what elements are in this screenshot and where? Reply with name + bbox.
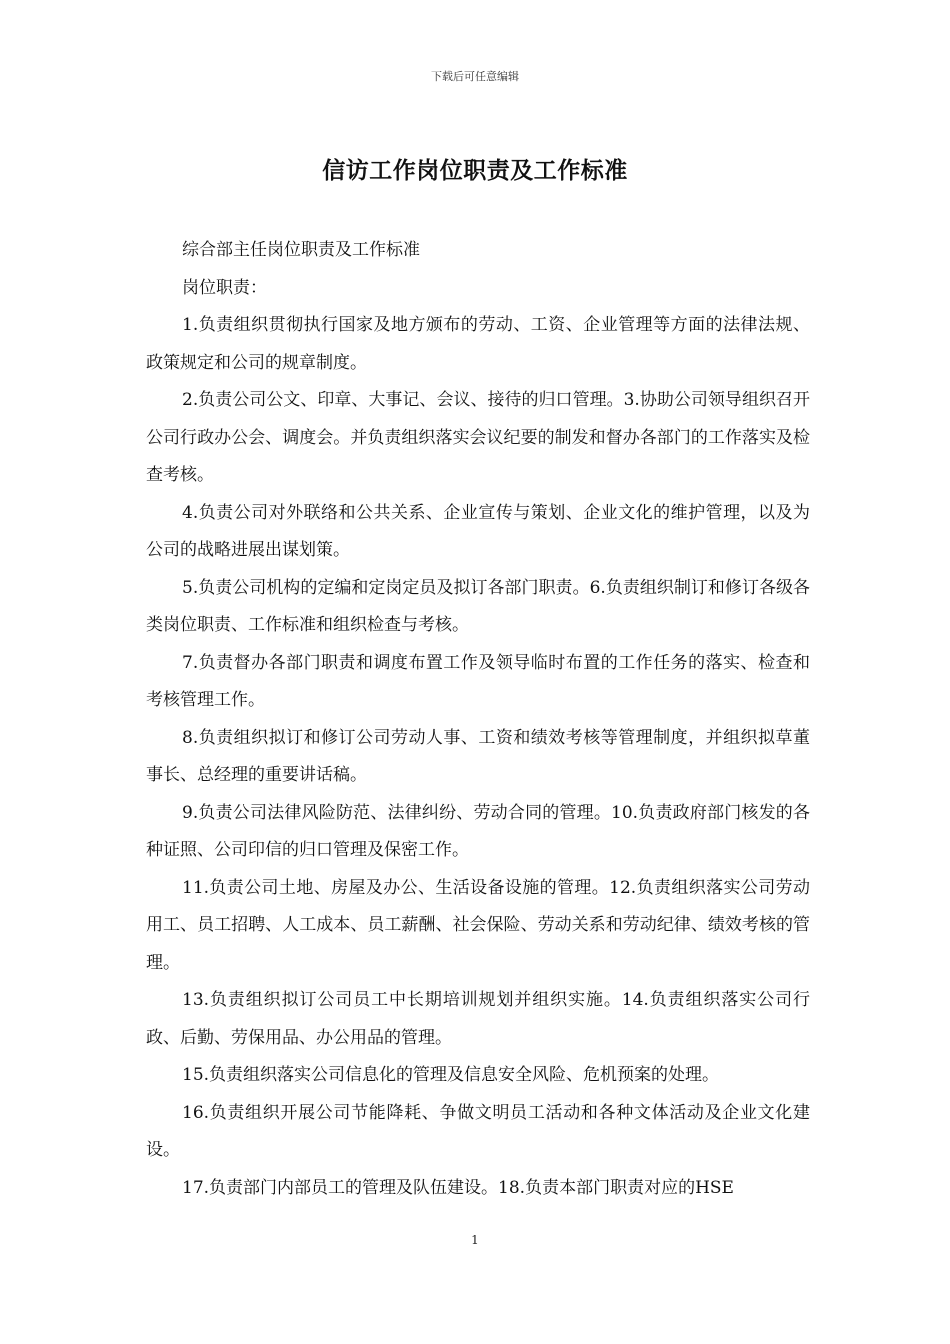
duty-paragraph-6: 8.负责组织拟订和修订公司劳动人事、工资和绩效考核等管理制度，并组织拟草董事长、总经理的重要讲话稿。 <box>146 727 810 785</box>
duty-paragraph-3: 4.负责公司对外联络和公共关系、企业宣传与策划、企业文化的维护管理，以及为公司的战略进展出谋划策。 <box>146 502 810 560</box>
header-note: 下载后可任意编辑 <box>431 70 519 83</box>
section-heading: 综合部主任岗位职责及工作标准 <box>182 240 420 260</box>
duty-paragraph-12: 17.负责部门内部员工的管理及队伍建设。18.负责本部门职责对应的HSE <box>182 1177 734 1198</box>
duty-paragraph-10: 15.负责组织落实公司信息化的管理及信息安全风险、危机预案的处理。 <box>182 1065 720 1085</box>
duty-paragraph-5: 7.负责督办各部门职责和调度布置工作及领导临时布置的工作任务的落实、检查和考核管理工作。 <box>146 652 810 710</box>
duty-paragraph-7: 9.负责公司法律风险防范、法律纠纷、劳动合同的管理。10.负责政府部门核发的各种证照、公司印信的归口管理及保密工作。 <box>146 802 810 860</box>
duty-paragraph-1: 1.负责组织贯彻执行国家及地方颁布的劳动、工资、企业管理等方面的法律法规、政策规定和公司的规章制度。 <box>146 315 810 373</box>
duty-paragraph-8: 11.负责公司土地、房屋及办公、生活设备设施的管理。12.负责组织落实公司劳动用工、员工招聘、人工成本、员工薪酬、社会保险、劳动关系和劳动纪律、绩效考核的管理。 <box>146 877 810 973</box>
document-body <box>146 232 810 1207</box>
duty-paragraph-9: 13.负责组织拟订公司员工中长期培训规划并组织实施。14.负责组织落实公司行政、后勤、劳保用品、办公用品的管理。 <box>146 990 810 1048</box>
page-number: 1 <box>471 1233 479 1247</box>
duty-paragraph-2: 2.负责公司公文、印章、大事记、会议、接待的归口管理。3.协助公司领导组织召开公司行政办公会、调度会。并负责组织落实会议纪要的制发和督办各部门的工作落实及检查考核。 <box>146 390 810 485</box>
duty-paragraph-4: 5.负责公司机构的定编和定岗定员及拟订各部门职责。6.负责组织制订和修订各级各类岗位职责、工作标准和组织检查与考核。 <box>146 577 810 635</box>
duty-paragraph-11: 16.负责组织开展公司节能降耗、争做文明员工活动和各种文体活动及企业文化建设。 <box>146 1102 810 1160</box>
duties-subheading: 岗位职责： <box>182 277 267 298</box>
document-title: 信访工作岗位职责及工作标准 <box>322 158 628 184</box>
